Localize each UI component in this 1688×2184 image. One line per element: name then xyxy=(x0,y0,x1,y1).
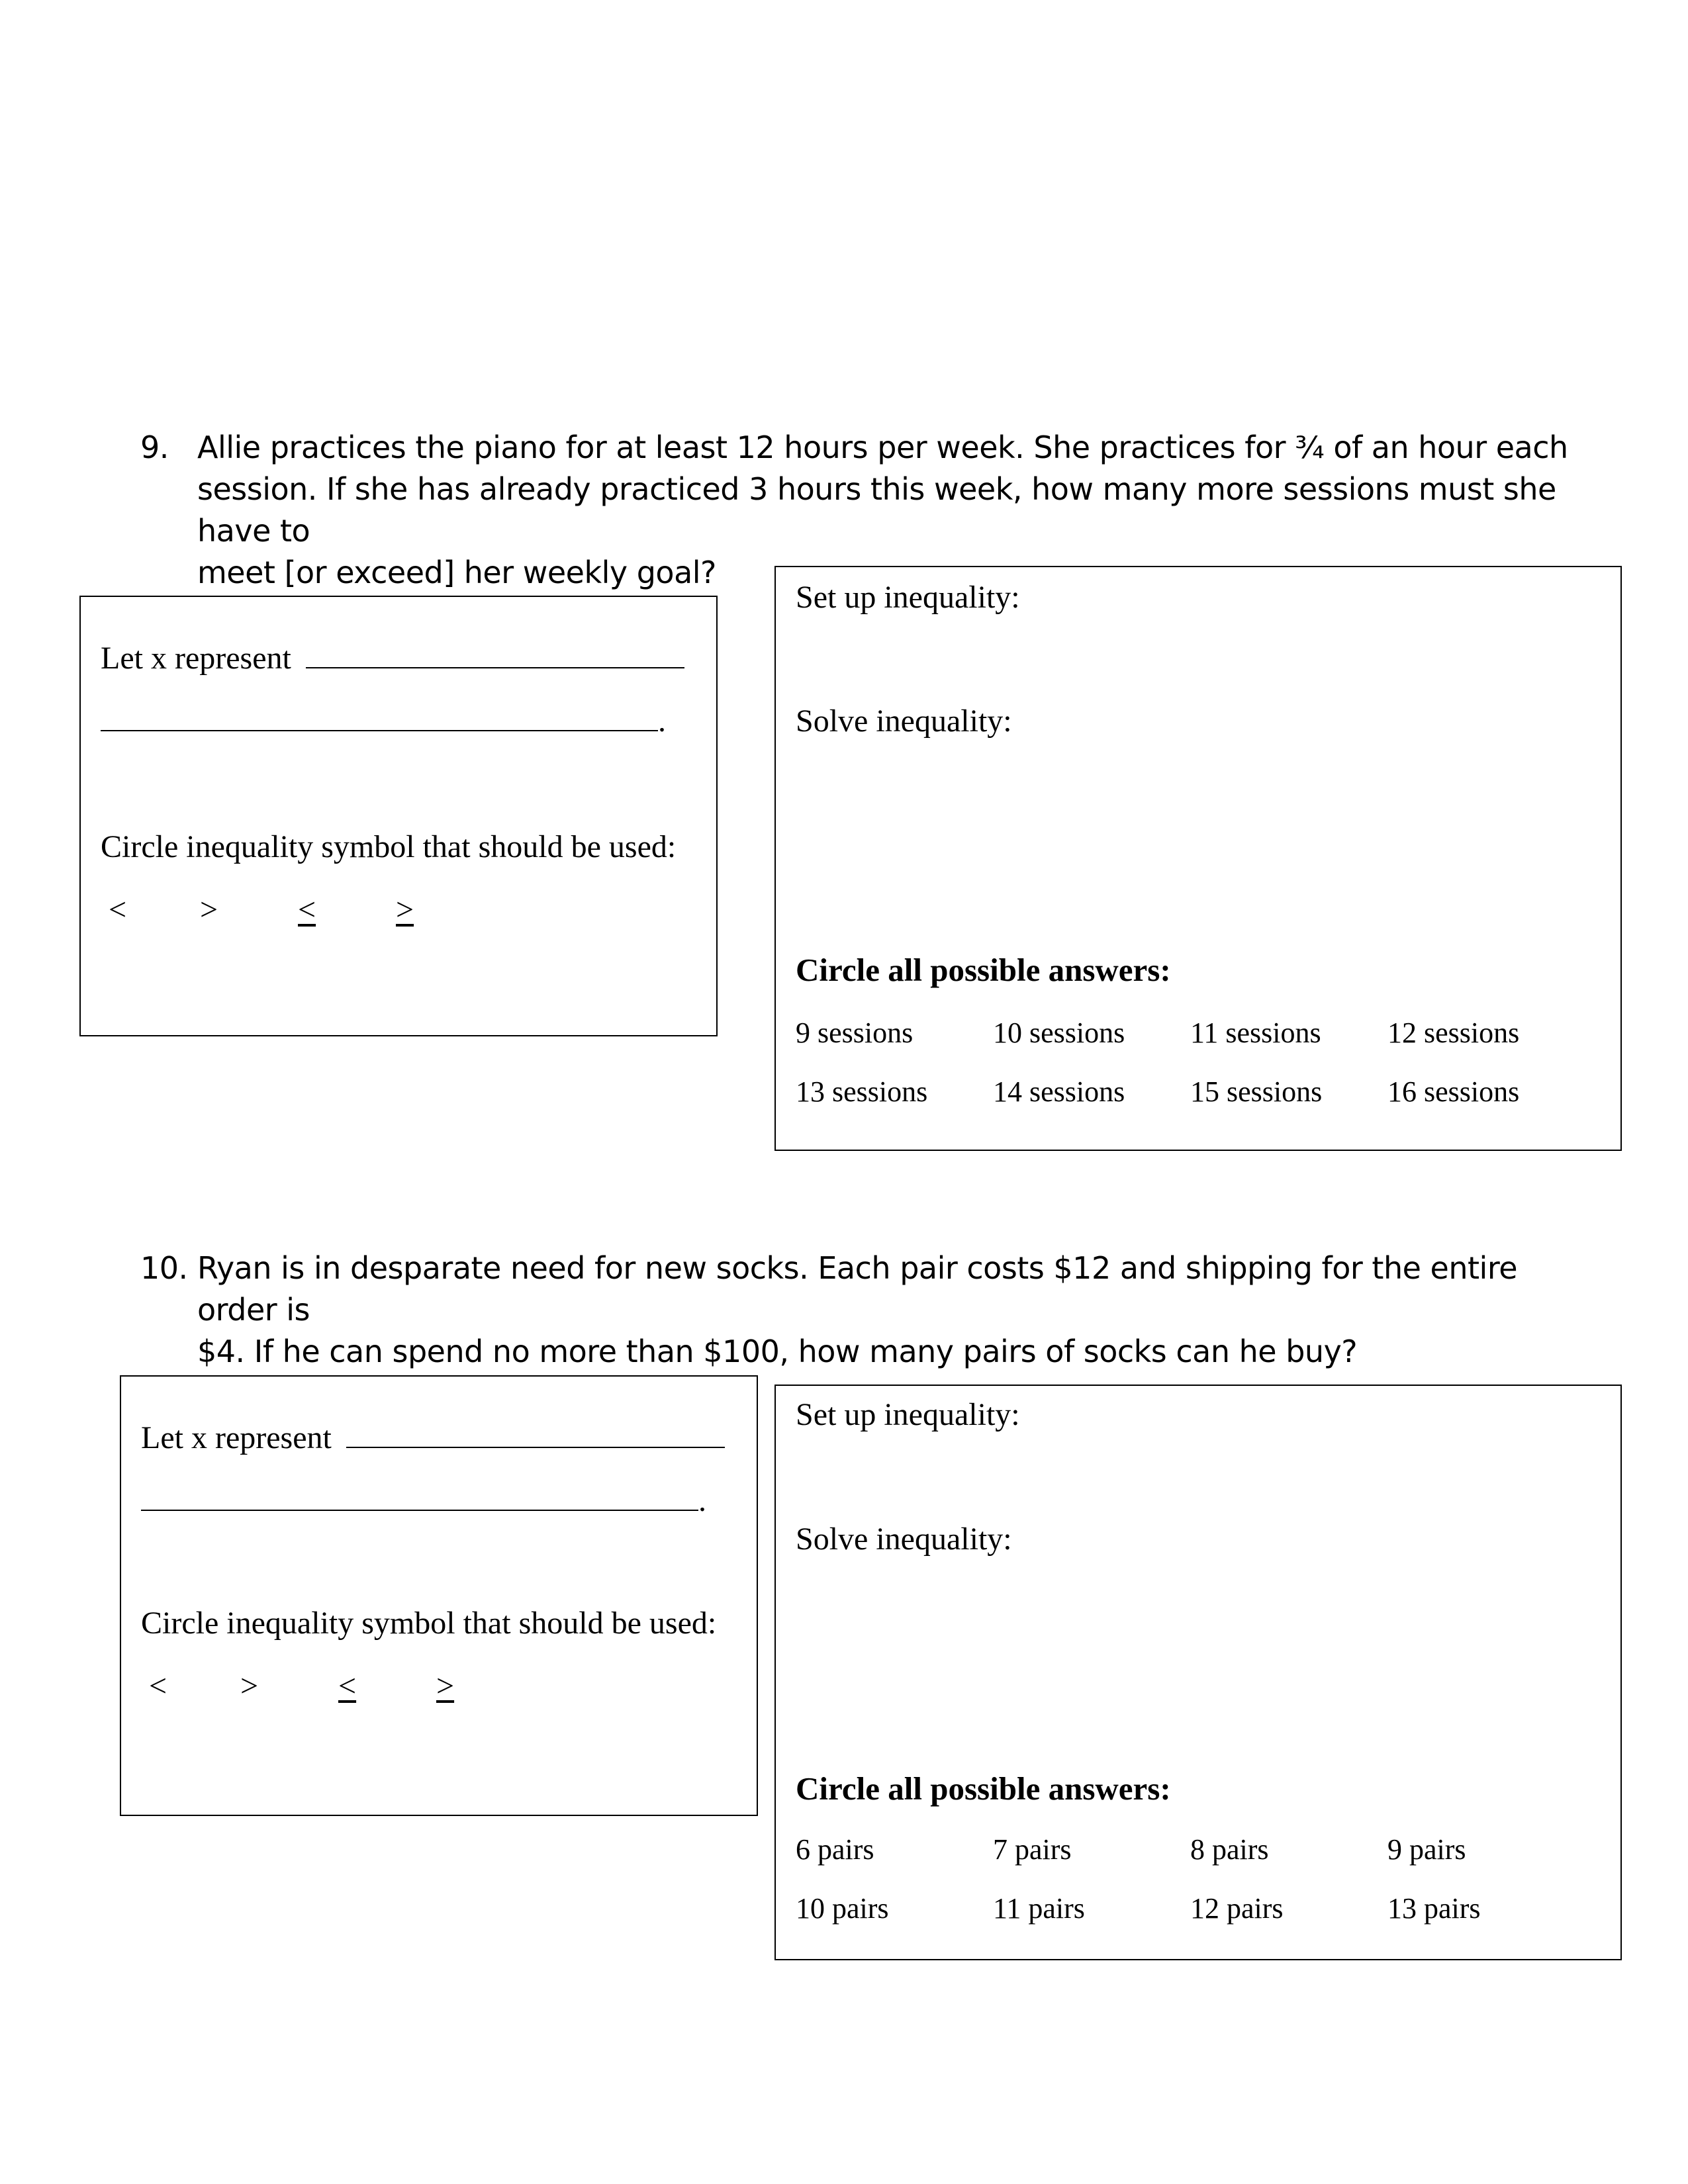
answer-choice[interactable]: 14 sessions xyxy=(993,1075,1125,1108)
work-box-q9 xyxy=(774,566,1622,1151)
less-than-symbol[interactable]: < xyxy=(109,892,127,927)
less-than-or-equal-symbol[interactable]: < xyxy=(298,892,316,927)
greater-than-symbol[interactable]: > xyxy=(240,1668,259,1704)
answer-choice[interactable]: 10 pairs xyxy=(796,1892,889,1925)
answer-choice[interactable]: 6 pairs xyxy=(796,1833,874,1866)
work-box-q10 xyxy=(774,1385,1622,1960)
let-x-label: Let x represent xyxy=(141,1420,332,1455)
answer-choice[interactable]: 16 sessions xyxy=(1387,1075,1520,1108)
answer-choice[interactable]: 7 pairs xyxy=(993,1833,1072,1866)
solve-label: Solve inequality: xyxy=(796,1522,1012,1557)
question-9 xyxy=(140,427,1570,590)
answers-label: Circle all possible answers: xyxy=(796,1770,1171,1807)
setup-label: Set up inequality: xyxy=(796,1397,1020,1432)
greater-than-or-equal-symbol[interactable]: > xyxy=(396,892,414,927)
answer-choice[interactable]: 12 sessions xyxy=(1387,1017,1520,1049)
let-x-blank-line-2[interactable] xyxy=(101,704,658,731)
question-10 xyxy=(140,1248,1570,1373)
greater-than-symbol[interactable]: > xyxy=(200,892,218,927)
circle-symbol-label: Circle inequality symbol that should be used: xyxy=(141,1606,717,1641)
let-x-blank-line-2[interactable] xyxy=(141,1483,698,1511)
definition-box-q10 xyxy=(120,1375,758,1816)
answers-label: Circle all possible answers: xyxy=(796,952,1171,988)
greater-than-or-equal-symbol[interactable]: > xyxy=(436,1668,455,1704)
period: . xyxy=(658,704,666,739)
answer-choice[interactable]: 9 pairs xyxy=(1387,1833,1466,1866)
less-than-or-equal-symbol[interactable]: < xyxy=(338,1668,357,1704)
let-x-label: Let x represent xyxy=(101,641,291,676)
question-text: Ryan is in desparate need for new socks. Each pair costs $12 and shipping for the entire order is $4. If he can spend no more than $100, how many pairs of socks can he buy? xyxy=(197,1250,1518,1369)
circle-symbol-label: Circle inequality symbol that should be used: xyxy=(101,829,677,864)
answer-choice[interactable]: 8 pairs xyxy=(1190,1833,1269,1866)
answer-choice[interactable]: 10 sessions xyxy=(993,1017,1125,1049)
answer-choice[interactable]: 9 sessions xyxy=(796,1017,914,1049)
let-x-blank[interactable] xyxy=(306,641,684,668)
question-number: 9. xyxy=(140,430,169,465)
answer-choice[interactable]: 12 pairs xyxy=(1190,1892,1284,1925)
let-x-blank[interactable] xyxy=(346,1420,725,1448)
period: . xyxy=(698,1483,706,1518)
definition-box-q9 xyxy=(79,596,718,1036)
setup-label: Set up inequality: xyxy=(796,580,1020,615)
solve-label: Solve inequality: xyxy=(796,704,1012,739)
answer-choice[interactable]: 11 sessions xyxy=(1190,1017,1321,1049)
answer-choice[interactable]: 13 sessions xyxy=(796,1075,928,1108)
answer-choice[interactable]: 13 pairs xyxy=(1387,1892,1481,1925)
question-text: Allie practices the piano for at least 12 hours per week. She practices for ¾ of an hour each session. If she has already practiced 3 hours this week, how many more sessions must she have to meet [or exceed] her weekly goal? xyxy=(197,430,1568,590)
answer-choice[interactable]: 11 pairs xyxy=(993,1892,1085,1925)
less-than-symbol[interactable]: < xyxy=(149,1668,167,1704)
answer-choice[interactable]: 15 sessions xyxy=(1190,1075,1323,1108)
question-number: 10. xyxy=(140,1250,188,1286)
